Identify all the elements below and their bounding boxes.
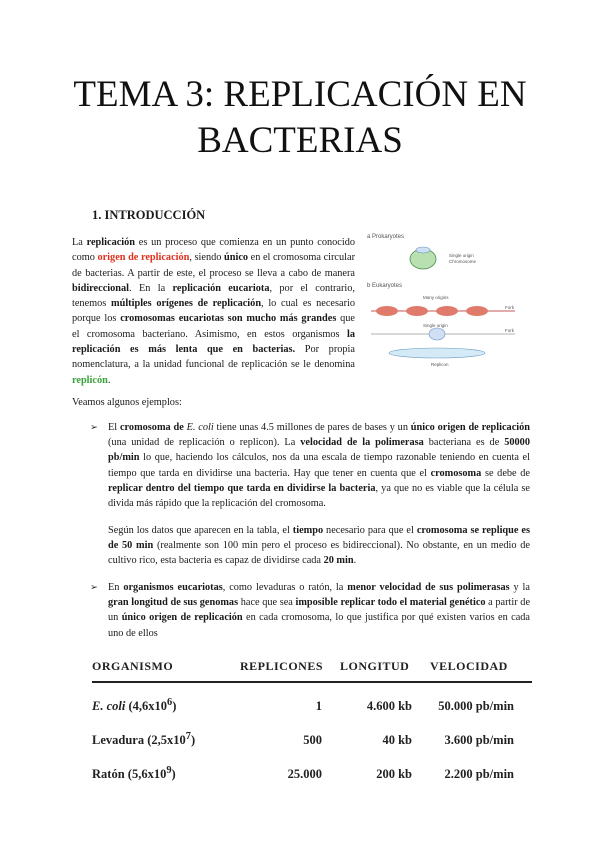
intro-bold: replicación [86,237,136,248]
fork-label: Fork [505,305,514,310]
bullet-italic: E. coli [186,422,214,433]
bullet-bold: replicar dentro del tiempo que tarda en dividirse la bacteria [108,482,376,494]
bullet-ecoli-time [108,523,530,569]
bullet-text: (una unidad de replicación o replicon). La [108,437,301,449]
bullet-bold: gran longitud de sus genomas [108,597,239,609]
single-origin-label-line1: Single origin [449,253,474,258]
figure-label-a: a Prokaryotes [367,234,405,240]
table-cell-velocidad: 50.000 pb/min [438,698,514,713]
replication-table [92,653,532,791]
table-row [92,723,532,757]
prokaryote-origin [416,247,430,253]
table-header: REPLICONES [240,653,340,682]
organism-exp: 9 [166,765,172,777]
bullet-eukaryotes [108,580,530,641]
organism-size: (4,6x10 [128,699,168,714]
replication-bubble [406,306,428,316]
table-header-row [92,653,532,682]
bullet-bold: cromosoma [430,467,482,479]
examples-intro: Veamos algunos ejemplos: [72,397,182,408]
bullet-text: El [108,422,120,433]
intro-bold: cromosomas eucariotas son mucho más grandes [120,313,337,325]
intro-text: . [107,374,111,386]
table-cell-replicones: 500 [303,732,322,747]
table-cell-organism [92,682,240,723]
table-cell-replicones: 1 [315,698,322,713]
intro-text: , lo cual es necesario porque los [72,298,356,325]
bullet-text: a partir de un [108,597,531,624]
intro-bold: replicación eucariota [172,282,270,294]
replicon-highlight: replicón [72,374,108,386]
organism-name: E. coli [92,699,126,714]
intro-text: que el cromosoma bacteriano. Asimismo, en estos organismos [72,313,355,340]
table-cell-replicones: 25.000 [287,766,322,781]
bullet-bold: único origen de replicación [121,612,243,624]
table-header: LONGITUD [340,653,430,682]
origin-bubble [429,328,445,340]
bullet-text: hace que sea [238,597,296,609]
bullet-bold: velocidad de la polimerasa [300,437,424,449]
bullet-bold: menor velocidad de sus polimerasas [347,582,510,593]
table-cell-organism [92,757,240,791]
bullet-bold: cromosoma de [119,422,187,433]
bullet-ecoli [108,420,530,511]
bullet-text: bacteriana es de [423,437,505,449]
single-origin-label-line2: Chromosome [449,259,477,264]
table-row [92,757,532,791]
replication-bubble [466,306,488,316]
bullet-text: Según los datos que aparecen en la tabla, el [108,525,293,536]
bullet-arrow-icon: ➢ [90,422,98,433]
table-cell-longitud: 200 kb [376,766,412,781]
bullet-bold: tiempo [292,525,324,536]
intro-text: , siendo [189,252,225,264]
organism-size: (2,5x10 [147,733,186,748]
intro-text: La [72,237,87,248]
organism-size-end: ) [171,767,176,782]
figure-label-b: b Eukaryotes [367,283,403,289]
many-origins-label: Many origins [423,295,449,300]
replication-bubble [376,306,398,316]
bullet-text: necesario para que el [323,525,417,536]
table-cell-velocidad: 2.200 pb/min [444,766,514,781]
bullet-bold: cromosoma se replique es de 50 min [108,525,530,552]
replicon-label: Replicon [431,362,449,367]
table-row [92,682,532,723]
table-cell-longitud: 40 kb [382,732,412,747]
origin-highlight: origen de replicación [97,252,190,264]
intro-text: . En la [129,282,173,294]
intro-text: , por el contrario, tenemos [72,282,355,310]
organism-size-end: ) [172,699,177,714]
intro-bold: múltiples orígenes de replicación [111,298,262,310]
page-title [40,72,560,164]
intro-paragraph [72,235,355,388]
table-cell-organism [92,723,240,757]
bullet-bold: único origen de replicación [410,422,530,433]
title-line-1: TEMA 3: REPLICACIÓN EN [73,74,527,115]
intro-bold: la replicación es más lenta que en bacterias. [72,328,355,356]
replication-origins-figure [365,229,530,369]
bullet-text: (realmente son 100 min pero el proceso es bidireccional). No obstante, en un medio de cultivo rico, esta bacteria es capaz de dividirse cada [108,540,530,567]
bullet-text: , como levaduras o ratón, la [222,582,348,593]
bullet-text: en cada cromosoma, lo que justifica por qué existen varios en cada uno de ellos [108,612,530,639]
bullet-text: se debe de [481,467,530,479]
fork-label: Fork [505,328,514,333]
intro-text: es un proceso que comienza en un punto conocido como [72,237,356,264]
organism-exp: 6 [167,697,173,709]
bullet-arrow-icon: ➢ [90,582,98,593]
organism-exp: 7 [185,731,191,743]
bullet-bold: 50000 pb/min [108,437,530,464]
table-cell-velocidad: 3.600 pb/min [444,732,514,747]
intro-text: en el cromosoma circular de bacterias. A partir de este, el proceso se lleva a cabo de manera [72,252,356,279]
organism-name: Levadura [92,733,145,748]
organism-name: Ratón [92,767,125,782]
replicon-bubble [389,348,485,358]
bullet-text: En [108,582,124,593]
table-header: ORGANISMO [92,653,240,682]
intro-text: Por propia nomenclatura, a la unidad funcional de replicación se le denomina [72,344,355,371]
bullet-bold: organismos eucariotas [123,582,223,593]
bullet-text: y la [509,582,530,593]
bullet-bold: 20 min [323,555,354,567]
intro-bold: bidireccional [72,282,130,294]
table-cell-longitud: 4.600 kb [366,698,412,713]
intro-bold: único [224,252,249,264]
bullet-text: , ya que no es viable que la célula se divida más rápido que la replicación del cromosoma. [108,482,530,510]
section-heading: 1. INTRODUCCIÓN [92,208,206,222]
bullet-text: tiene unas 4.5 millones de pares de bases y un [213,422,411,433]
replication-bubble [436,306,458,316]
title-line-2: BACTERIAS [197,120,403,161]
single-origin-label: Single origin [423,323,448,328]
bullet-bold: imposible replicar todo el material genético [295,597,486,609]
bullet-text: lo que, haciendo los cálculos, nos da una escala de tiempo razonable teniendo en cuenta el tiempo que tarda en dividirse una bacteria. Hay que tener en cuenta que el [108,452,530,479]
bullet-text: . [353,555,357,567]
organism-size: (5,6x10 [127,767,167,782]
table-header: VELOCIDAD [430,653,532,682]
organism-size-end: ) [190,733,196,748]
